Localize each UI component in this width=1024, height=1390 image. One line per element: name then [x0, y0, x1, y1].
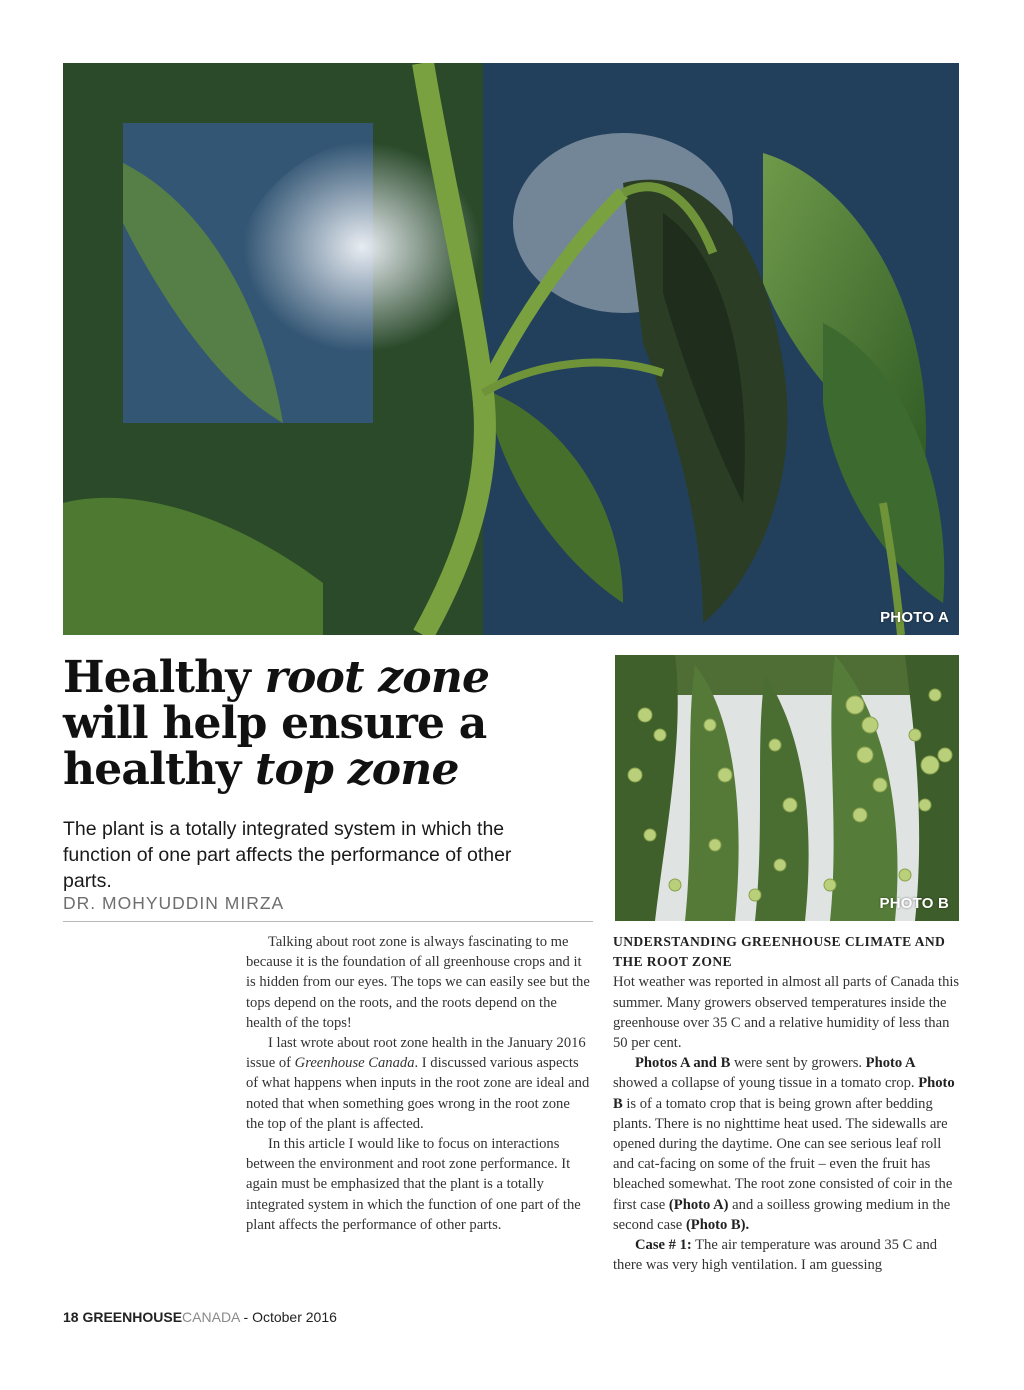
article-column-left [246, 932, 591, 1235]
paragraph [246, 1033, 591, 1134]
photo-b-image [615, 655, 959, 921]
article-column-right [613, 932, 963, 1275]
article-deck: The plant is a totally integrated system in which the function of one part affects the performance of other parts. [63, 818, 512, 892]
bold-text: Photo B [613, 1075, 955, 1112]
photo-a [63, 63, 959, 635]
paragraph-text: . I discussed various aspects of what happens when inputs in the root zone are ideal and noted that when something goes wrong in the root zone the top of the plant is affected. [246, 1055, 590, 1132]
paragraph: Hot weather was reported in almost all parts of Canada this summer. Many growers observed temperatures inside the greenhouse over 35 C and a relative humidity of less than 50 per cent. [613, 974, 960, 1052]
byline-divider [63, 921, 593, 922]
photo-a-image [63, 63, 959, 635]
bold-text: (Photo A) [668, 1196, 729, 1213]
article-headline [63, 652, 603, 795]
paragraph: Talking about root zone is always fascinating to me because it is the foundation of all greenhouse crops and it is hidden from our eyes. The tops we can easily see but the tops depend on the roots, and the roots depend on the health of the tops! [246, 934, 590, 1031]
issue-date: - October 2016 [243, 1309, 337, 1325]
bold-text: Photo A [865, 1055, 916, 1072]
section-subhead: UNDERSTANDING GREENHOUSE CLIMATE AND THE ROOT ZONE [613, 934, 946, 970]
page-number: 18 [63, 1309, 79, 1325]
paragraph-text: I last wrote about root zone health in the January 2016 issue of [246, 1035, 586, 1072]
paragraph [613, 1053, 963, 1235]
headline-part-3: will help ensure a [63, 698, 487, 749]
paragraph: In this article I would like to focus on interactions between the environment and root zone performance. It again must be emphasized that the plant is a totally integrated system in which the function of one part of the plant affects the performance of other parts. [246, 1136, 581, 1233]
photo-b [615, 655, 959, 921]
paragraph [613, 1235, 963, 1275]
headline-part-1: Healthy [63, 652, 265, 703]
magazine-name-part-2: CANADA [182, 1309, 240, 1325]
headline-part-2: root zone [264, 652, 490, 703]
publication-name: Greenhouse Canada [294, 1055, 415, 1072]
photo-a-label: PHOTO A [880, 609, 949, 626]
paragraph-text: The air temperature was around 35 C and there was very high ventilation. I am guessing [613, 1237, 938, 1274]
paragraph-text: is of a tomato crop that is being grown after bedding plants. There is no nighttime heat used. The sidewalls are opened during the daytime. One can see serious leaf roll and cat-facing on some of the fruit – even the fruit has bleached somewhat. The root zone consisted of coir in the first case [613, 1095, 953, 1213]
article-byline: DR. MOHYUDDIN MIRZA [63, 893, 285, 913]
bold-text: (Photo B). [685, 1216, 750, 1233]
paragraph-text: and a soilless growing medium in the second case [613, 1196, 951, 1233]
photo-b-label: PHOTO B [879, 895, 949, 912]
page-footer [63, 1309, 337, 1325]
bold-text: Photos A and B [635, 1055, 731, 1072]
paragraph-text: were sent by growers. [730, 1055, 866, 1072]
headline-part-5: top zone [255, 744, 459, 795]
magazine-name-part-1: GREENHOUSE [82, 1309, 183, 1325]
paragraph-text: showed a collapse of young tissue in a tomato crop. [613, 1075, 919, 1092]
headline-part-4: healthy [63, 744, 256, 795]
bold-text: Case # 1: [635, 1237, 692, 1254]
